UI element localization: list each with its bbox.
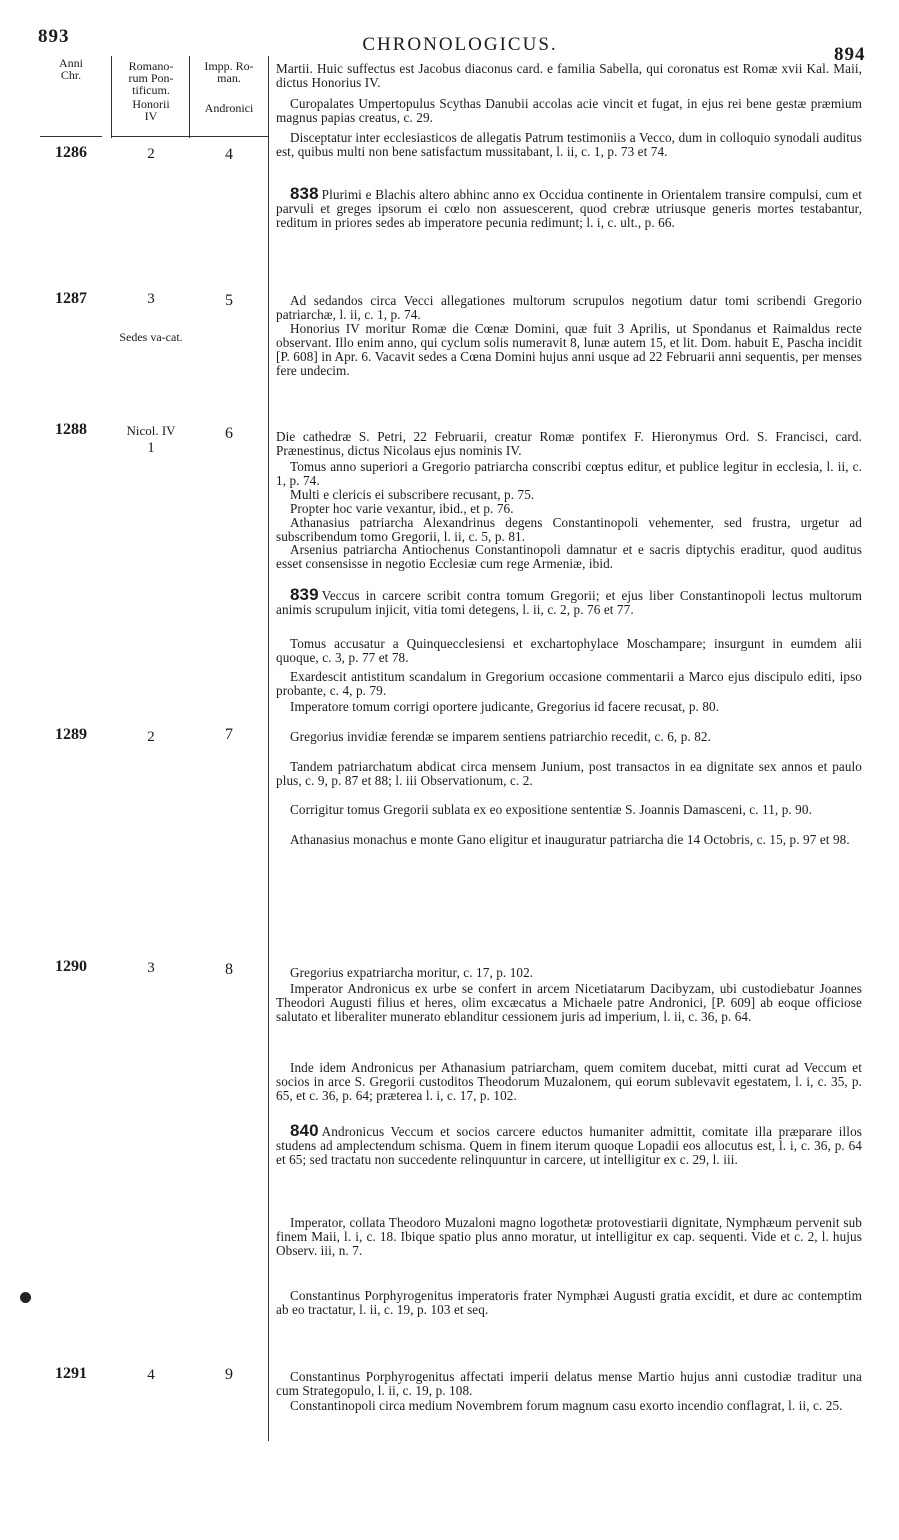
entry-paragraph: Propter hoc varie vexantur, ibid., et p. 76. (290, 501, 514, 516)
entry-paragraph: Constantinopoli circa medium Novembrem forum magnum casu exorto incendio conflagrat, l. ii, c. 25. (290, 1398, 843, 1413)
header-imperatorum-romanorum (190, 60, 268, 114)
year-1291: 1291 (55, 1365, 87, 1382)
header-iv: IV (144, 109, 158, 123)
year-1288: 1288 (55, 421, 87, 438)
entry-paragraph: Athanasius monachus e monte Gano eligitur et inauguratur patriarcha die 14 Octobris, c. 15, p. 97 et 98. (290, 832, 850, 847)
entry-paragraph: Arsenius patriarcha Antiochenus Constantinopoli damnatur et e sacris diptychis eraditur, quod auditus esset consensisse in negotio Ecclesiæ cum rege Armeniæ, ibid. (276, 542, 862, 571)
imp-1289: 7 (225, 726, 233, 743)
entry-text: Andronicus Veccum et socios carcere eductos humaniter admittit, comitate illa præparare illos studens ad amplectendum schisma. Quem in finem iterum quoque Lopadii eos allocutus est, l. i, c. 36, p. 64 et 65; sed tractatu non succedente relinquuntur in carcere, ut intelligitur ex c. 29, l. iii. (276, 1124, 862, 1167)
entry-paragraph: Athanasius patriarcha Alexandrinus degens Constantinopoli vehementer, sed frustra, urgetur ad subscribendum tomo Gregorii, l. ii, c. 5, p. 81. (276, 515, 862, 544)
header-chr: Chr. (60, 68, 82, 82)
section-number-839: 839 (290, 585, 319, 604)
roman-note-1287: Sedes va-cat. (119, 330, 183, 344)
entry-paragraph: Tomus anno superiori a Gregorio patriarcha conscribi cœptus editur, et publice legitur in ecclesia, l. ii, c. 1, p. 74. (276, 459, 862, 488)
entry-paragraph: Tomus accusatur a Quinquecclesiensi et exchartophylace Moschampare; insurgunt in eumdem alii quoque, c. 3, p. 77 et 78. (276, 636, 862, 665)
entry-text: Plurimi e Blachis altero abhinc anno ex Occidua continente in Orientalem transire compulsi, cum et parvuli et greges ipsorum ei cœlo non assuescerent, quod crebræ utriusque generis mortes testabantur, reditum in priores sedes ab imperatore pecunia redimunt; l. i, c. ult., p. 66. (276, 187, 862, 230)
entry-paragraph: Imperator Andronicus ex urbe se confert in arcem Nicetiatarum Dacibyzam, ubi custodiebatur Joannes Theodori Augusti filius et heres, olim excæcatus a Michaele patre Andronici, [P. 609] ab eoque officiose salutato et liberaliter munerato eblanditur cessionem juris ad imperium, l. ii, c. 36, p. 64. (276, 981, 862, 1024)
entry-paragraph: Imperatore tomum corrigi oportere judicante, Gregorius id facere recusat, p. 80. (290, 699, 720, 714)
entry-paragraph: Disceptatur inter ecclesiasticos de allegatis Patrum testimoniis a Vecco, dum in colloquio synodali auditus est, quibus multi non bene satisfactum mussitabant, l. ii, c. 1, p. 73 et 74. (276, 130, 862, 159)
entry-paragraph-839 (276, 585, 862, 617)
header-rule-anni (40, 136, 102, 137)
header-rom-sub (112, 98, 190, 122)
column-divider-2 (189, 56, 190, 138)
entry-paragraph: Curopalates Umpertopulus Scythas Danubii accolas acie vincit et fugat, in ejus rei bene gestæ præmium magnus papias creatus, c. 29. (276, 96, 862, 125)
entry-paragraph: Inde idem Andronicus per Athanasium patriarcham, quem comitem ducebat, mitti curat ad Veccum et socios in arce S. Gregorii custoditos Theodorum Muzalonem, qui eorum sublevavit egestatem, l. i, c. 35, p. 65, et c. 36, p. 64; præterea l. i, c. 17, p. 102. (276, 1060, 862, 1103)
header-romanorum-pontificum (112, 60, 190, 122)
header-rom-line2: rum Pon- (128, 71, 174, 85)
roman-1288: Nicol. IV (126, 423, 176, 438)
entry-paragraph: Corrigitur tomus Gregorii sublata ex eo expositione sententiæ S. Joannis Damasceni, c. 11, p. 90. (290, 802, 812, 817)
roman-note-1288: 1 (147, 440, 155, 456)
imp-1291: 9 (225, 1366, 233, 1383)
header-rom-line3: tificum. (132, 83, 170, 97)
entry-paragraph: Multi e clericis ei subscribere recusant, p. 75. (290, 487, 535, 502)
entry-paragraph-840 (276, 1121, 862, 1167)
roman-1290: 3 (147, 960, 155, 976)
roman-1289: 2 (147, 729, 155, 745)
roman-1291: 4 (147, 1367, 155, 1383)
entry-paragraph-838 (276, 184, 862, 230)
section-number-840: 840 (290, 1121, 319, 1140)
header-anni: Anni (59, 56, 83, 70)
year-1290: 1290 (55, 958, 87, 975)
year-1287: 1287 (55, 290, 87, 307)
imp-1287: 5 (225, 292, 233, 309)
entry-paragraph: Martii. Huic suffectus est Jacobus diaconus card. e familia Sabella, qui coronatus est Romæ xvii Kal. Maii, dictus Honorius IV. (276, 61, 862, 90)
entry-paragraph: Ad sedandos circa Vecci allegationes multorum scrupulos negotium datur tomi scribendi Gregorio patriarchæ, l. ii, c. 1, p. 74. (276, 293, 862, 322)
header-rom-line1: Romano- (128, 59, 174, 73)
year-1289: 1289 (55, 726, 87, 743)
roman-1287: 3 (147, 291, 155, 307)
entry-paragraph: Die cathedræ S. Petri, 22 Februarii, creatur Romæ pontifex F. Hieronymus Ord. S. Francisci, card. Prænestinus, dictus Nicolaus ejus nominis IV. (276, 429, 862, 458)
roman-1286: 2 (147, 146, 155, 162)
header-rule-romanorum (112, 136, 190, 137)
left-page-number: 893 (38, 26, 70, 47)
year-1286: 1286 (55, 144, 87, 161)
entry-paragraph: Tandem patriarchatum abdicat circa mensem Junium, post transactos in ea dignitate sex annos et paulo plus, c. 9, p. 87 et 88; l. iii Observationum, c. 2. (276, 759, 862, 788)
header-imp-line1: Impp. Ro- (204, 59, 254, 73)
header-imp-line2: man. (217, 71, 241, 85)
entry-paragraph: Gregorius expatriarcha moritur, c. 17, p. 102. (290, 965, 534, 980)
entry-paragraph: Gregorius invidiæ ferendæ se imparem sentiens patriarchio recedit, c. 6, p. 82. (290, 729, 711, 744)
entry-paragraph: Constantinus Porphyrogenitus affectati imperii delatus mense Martio hujus anni custodiæ traditur una cum Strategopulo, l. ii, c. 19, p. 108. (276, 1369, 862, 1398)
imp-1286: 4 (225, 146, 233, 163)
right-page-number: 894 (834, 44, 866, 65)
column-divider-3 (268, 56, 269, 1441)
header-rule-imperatorum (190, 136, 268, 137)
header-anni-chr (40, 57, 102, 81)
header-honorii: Honorii (132, 97, 170, 111)
entry-text: Veccus in carcere scribit contra tomum Gregorii; et ejus liber Constantinopoli lectus multorum animis scrupulum injicit, vitia tomi detegens, l. ii, c. 2, p. 76 et 77. (276, 588, 862, 617)
entry-paragraph: Honorius IV moritur Romæ die Cœnæ Domini, quæ fuit 3 Aprilis, ut Spondanus et Raimaldus recte observant. Illo enim anno, qui cyclum solis numeravit 8, lunæ autem 15, et lit. Dom. habuit E, Pascha incidit [P. 608] in Apr. 6. Vacavit sedes a Cœna Domini hujus anni usque ad 22 Februarii anni sequentis, per menses fere undecim. (276, 321, 862, 378)
header-andronici: Andronici (204, 101, 254, 115)
running-title: CHRONOLOGICUS. (362, 34, 558, 55)
imp-1290: 8 (225, 961, 233, 978)
entry-paragraph: Constantinus Porphyrogenitus imperatoris frater Nymphæi Augusti gratia excidit, et dure ac contemptim ab eo tractatur, l. ii, c. 19, p. 103 et seq. (276, 1288, 862, 1317)
entry-paragraph: Imperator, collata Theodoro Muzaloni magno logothetæ protovestiarii dignitate, Nymphæum pervenit sub finem Maii, l. i, c. 18. Ibique spatio plus anno moratur, ut intelligitur ex cap. sequenti. Vide et c. 2, l. hujus Observ. iii, n. 7. (276, 1215, 862, 1258)
margin-ink-dot (20, 1292, 31, 1303)
section-number-838: 838 (290, 184, 319, 203)
imp-1288: 6 (225, 425, 233, 442)
entry-paragraph: Exardescit antistitum scandalum in Gregorium occasione commentarii a Marco ejus discipulo editi, ipso probante, c. 4, p. 79. (276, 669, 862, 698)
column-divider-1 (111, 56, 112, 138)
